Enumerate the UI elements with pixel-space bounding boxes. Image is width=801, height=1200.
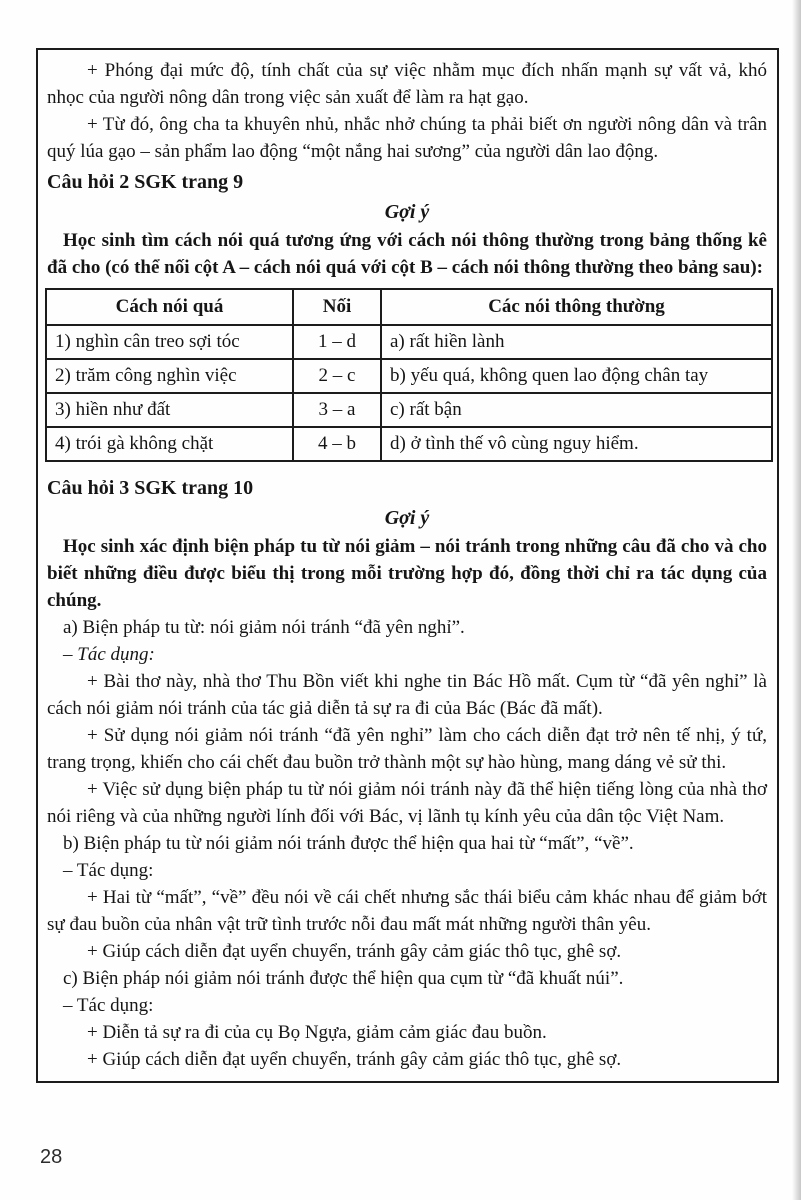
table-cell: 1 – d (293, 325, 381, 359)
table-cell: b) yếu quá, không quen lao động chân tay (381, 359, 772, 393)
paragraph-item-b: b) Biện pháp tu từ nói giảm nói tránh được thể hiện qua hai từ “mất”, “về”. (63, 833, 634, 854)
table-cell: 3) hiền như đất (46, 393, 293, 427)
paragraph-item-c: c) Biện pháp nói giảm nói tránh được thể hiện qua cụm từ “đã khuất núi”. (63, 968, 624, 989)
paragraph: + Từ đó, ông cha ta khuyên nhủ, nhắc nhở chúng ta phải biết ơn người nông dân và trân quý lúa gạo – sản phẩm lao động “một nắng hai sương” của người dân lao động. (47, 114, 767, 162)
section-heading-cau-hoi-3: Câu hỏi 3 SGK trang 10 (47, 477, 254, 499)
section-heading-cau-hoi-2: Câu hỏi 2 SGK trang 9 (47, 171, 244, 193)
table-cell: 1) nghìn cân treo sợi tóc (46, 325, 293, 359)
paragraph: + Giúp cách diễn đạt uyển chuyển, tránh gây cảm giác thô tục, ghê sợ. (87, 1049, 622, 1070)
matching-table (45, 288, 773, 462)
hint-heading-goi-y: Gợi ý (384, 507, 430, 529)
table-cell: d) ở tình thế vô cùng nguy hiểm. (381, 427, 772, 461)
paragraph-instruction: Học sinh tìm cách nói quá tương ứng với cách nói thông thường trong bảng thống kê đã cho (có thể nối cột A – cách nói quá với cột B – cách nói thông thường theo bảng sau): (47, 230, 767, 278)
table-header-cell: Các nói thông thường (381, 289, 772, 325)
paragraph: + Phóng đại mức độ, tính chất của sự việc nhằm mục đích nhấn mạnh sự vất vả, khó nhọc của người nông dân trong việc sản xuất để làm ra hạt gạo. (47, 60, 767, 108)
table-header-cell: Cách nói quá (46, 289, 293, 325)
paragraph-item-a: a) Biện pháp tu từ: nói giảm nói tránh “đã yên nghỉ”. (63, 617, 465, 638)
paragraph: + Sử dụng nói giảm nói tránh “đã yên nghỉ” làm cho cách diễn đạt trở nên tế nhị, ý tứ, trang trọng, khiến cho cái chết đau buồn trở thành một sự hào hùng, mang dáng vẻ sử thi. (47, 725, 767, 773)
table-row (46, 427, 772, 461)
paragraph: + Giúp cách diễn đạt uyển chuyển, tránh gây cảm giác thô tục, ghê sợ. (87, 941, 622, 962)
table-row (46, 325, 772, 359)
table-row (46, 393, 772, 427)
table-header-row (46, 289, 772, 325)
content-border-box (36, 48, 779, 1083)
paragraph: + Bài thơ này, nhà thơ Thu Bồn viết khi nghe tin Bác Hồ mất. Cụm từ “đã yên nghỉ” là cách nói giảm nói tránh của tác giả diễn tả sự ra đi của Bác (Bác đã mất). (47, 671, 767, 719)
table-cell: 4 – b (293, 427, 381, 461)
table-cell: 2) trăm công nghìn việc (46, 359, 293, 393)
table-cell: a) rất hiền lành (381, 325, 772, 359)
table-header-cell: Nối (293, 289, 381, 325)
page-number: 28 (40, 1146, 63, 1168)
paragraph: + Việc sử dụng biện pháp tu từ nói giảm nói tránh này đã thể hiện tiếng lòng của nhà thơ nói riêng và của những người lính đối với Bác, vị lãnh tụ kính yêu của dân tộc Việt Nam. (47, 779, 767, 827)
table-cell: 2 – c (293, 359, 381, 393)
table-cell: c) rất bận (381, 393, 772, 427)
paragraph: + Hai từ “mất”, “về” đều nói về cái chết nhưng sắc thái biểu cảm khác nhau để giảm bớt sự đau buồn của nhân vật trữ tình trước nỗi đau mất mát những người thân yêu. (47, 887, 767, 935)
table-cell: 4) trói gà không chặt (46, 427, 293, 461)
paragraph: + Diễn tả sự ra đi của cụ Bọ Ngựa, giảm cảm giác đau buồn. (87, 1022, 547, 1043)
table-cell: 3 – a (293, 393, 381, 427)
paragraph-tac-dung: – Tác dụng: (63, 644, 155, 665)
table-row (46, 359, 772, 393)
hint-heading-goi-y: Gợi ý (384, 201, 430, 223)
paragraph-tac-dung: – Tác dụng: (63, 995, 154, 1016)
paragraph-tac-dung: – Tác dụng: (63, 860, 154, 881)
paragraph-instruction: Học sinh xác định biện pháp tu từ nói giảm – nói tránh trong những câu đã cho và cho biết những điều được biểu thị trong mỗi trường hợp đó, đồng thời chỉ ra tác dụng của chúng. (47, 536, 767, 611)
scan-shadow (792, 0, 801, 1200)
